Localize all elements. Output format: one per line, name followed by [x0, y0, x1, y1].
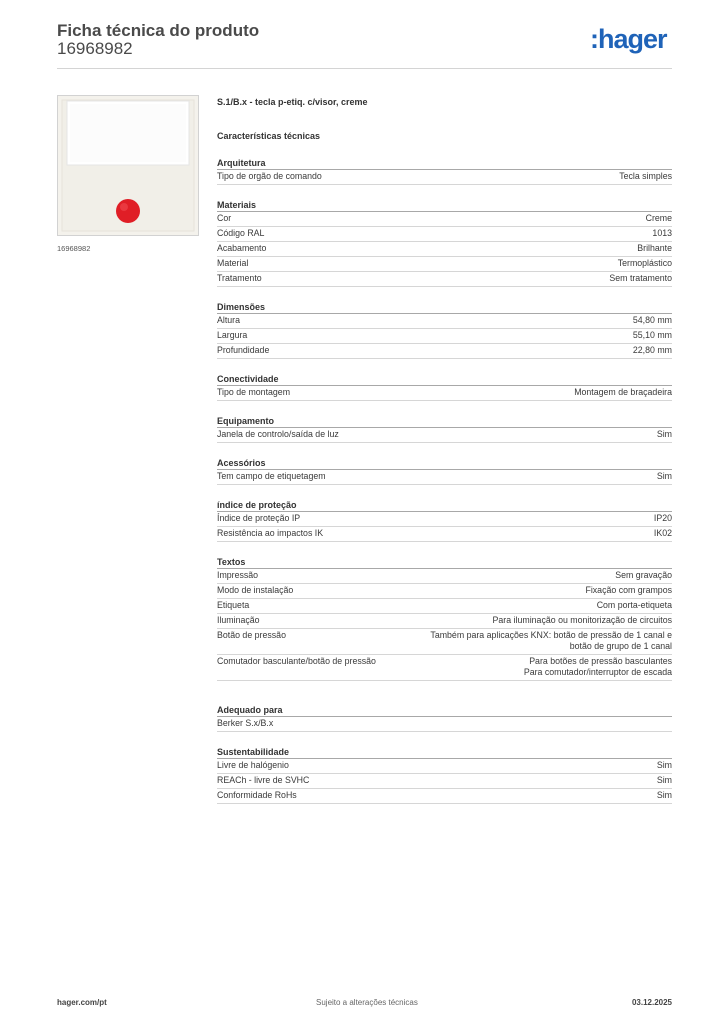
spec-value: Sim [656, 429, 672, 439]
footer-note: Sujeito a alterações técnicas [316, 998, 418, 1007]
spec-row [217, 170, 672, 185]
hager-logo [590, 24, 672, 58]
spec-row [217, 470, 672, 485]
spec-value: 54,80 mm [632, 315, 672, 325]
spec-label: Conformidade RoHs [217, 790, 297, 800]
spec-value: Sim [656, 790, 672, 800]
spec-row [217, 428, 672, 443]
section-title: Materiais [217, 199, 672, 212]
spec-row [217, 329, 672, 344]
product-name: S.1/B.x - tecla p-etiq. c/visor, creme [217, 97, 368, 107]
spec-row [217, 527, 672, 542]
spec-value: Termoplástico [617, 258, 672, 268]
spec-row [217, 386, 672, 401]
spec-label: Índice de proteção IP [217, 513, 301, 523]
spec-value: Creme [645, 213, 672, 223]
spec-row [217, 599, 672, 614]
spec-sections [217, 157, 672, 804]
spec-value: Sim [656, 471, 672, 481]
product-illustration [58, 96, 198, 235]
spec-label: Iluminação [217, 615, 260, 625]
section-title: Sustentabilidade [217, 746, 672, 759]
spec-value: Com porta-etiqueta [596, 600, 672, 610]
section-title: Equipamento [217, 415, 672, 428]
spec-row [217, 272, 672, 287]
spec-label: Impressão [217, 570, 259, 580]
document-title: Ficha técnica do produto [57, 21, 260, 40]
spec-row [217, 569, 672, 584]
section-title: Conectividade [217, 373, 672, 386]
section-title: Arquitetura [217, 157, 672, 170]
spec-row [217, 629, 672, 655]
spec-label: Janela de controlo/saída de luz [217, 429, 339, 439]
document-number: 16968982 [57, 39, 133, 58]
spec-label: Largura [217, 330, 248, 340]
spec-row [217, 344, 672, 359]
image-caption: 16968982 [57, 244, 91, 253]
spec-label: Tem campo de etiquetagem [217, 471, 326, 481]
section-title: Acessórios [217, 457, 672, 470]
product-image [57, 95, 199, 236]
footer-website[interactable]: hager.com/pt [57, 998, 107, 1007]
spec-label: Modo de instalação [217, 585, 294, 595]
spec-value: 55,10 mm [632, 330, 672, 340]
spec-label: Comutador basculante/botão de pressão [217, 656, 376, 666]
spec-value: Tecla simples [619, 171, 672, 181]
spec-label: Berker S.x/B.x [217, 718, 274, 728]
spec-row [217, 257, 672, 272]
section-title: Adequado para [217, 704, 672, 717]
page-header [57, 20, 672, 69]
spec-row [217, 512, 672, 527]
spec-value: Também para aplicações KNX: botão de pressão de 1 canal e botão de grupo de 1 canal [430, 630, 672, 651]
spec-content [217, 96, 672, 804]
spec-row [217, 655, 672, 681]
spec-label: Tratamento [217, 273, 262, 283]
spec-value: Fixação com grampos [585, 585, 672, 595]
spec-value: IP20 [653, 513, 672, 523]
spec-row [217, 584, 672, 599]
spec-row [217, 212, 672, 227]
spec-label: Resistência ao impactos IK [217, 528, 324, 538]
spec-value: Sim [656, 760, 672, 770]
spec-value: Para iluminação ou monitorização de circuitos [492, 615, 672, 625]
footer-date: 03.12.2025 [631, 998, 672, 1007]
spec-row [217, 242, 672, 257]
spec-label: Material [217, 258, 249, 268]
spec-row [217, 717, 672, 732]
spec-label: Acabamento [217, 243, 267, 253]
spec-label: REACh - livre de SVHC [217, 775, 310, 785]
spec-label: Altura [217, 315, 240, 325]
indicator-lens [116, 199, 140, 223]
spec-label: Tipo de montagem [217, 387, 291, 397]
spec-row [217, 227, 672, 242]
spec-value: 1013 [652, 228, 672, 238]
main-section-title: Características técnicas [217, 131, 321, 141]
spec-label: Etiqueta [217, 600, 250, 610]
spec-row [217, 314, 672, 329]
spec-label: Botão de pressão [217, 630, 286, 640]
section-title: Textos [217, 556, 672, 569]
spec-row [217, 774, 672, 789]
spec-value: 22,80 mm [632, 345, 672, 355]
spec-label: Livre de halógenio [217, 760, 289, 770]
logo-text: :hager [590, 24, 667, 54]
spec-value: Brilhante [637, 243, 672, 253]
spec-value: Sem tratamento [609, 273, 672, 283]
spec-value: Sem gravação [615, 570, 672, 580]
spec-label: Tipo de orgão de comando [217, 171, 322, 181]
spec-row [217, 759, 672, 774]
spec-value: Sim [656, 775, 672, 785]
spec-row [217, 614, 672, 629]
spec-value: Montagem de braçadeira [574, 387, 672, 397]
spec-label: Código RAL [217, 228, 265, 238]
spec-row [217, 789, 672, 804]
spec-label: Profundidade [217, 345, 270, 355]
section-title: Dimensões [217, 301, 672, 314]
section-title: índice de proteção [217, 499, 672, 512]
spec-label: Cor [217, 213, 232, 223]
spec-value: IK02 [653, 528, 672, 538]
spec-value: Para botões de pressão basculantes Para comutador/interruptor de escada [523, 656, 672, 677]
